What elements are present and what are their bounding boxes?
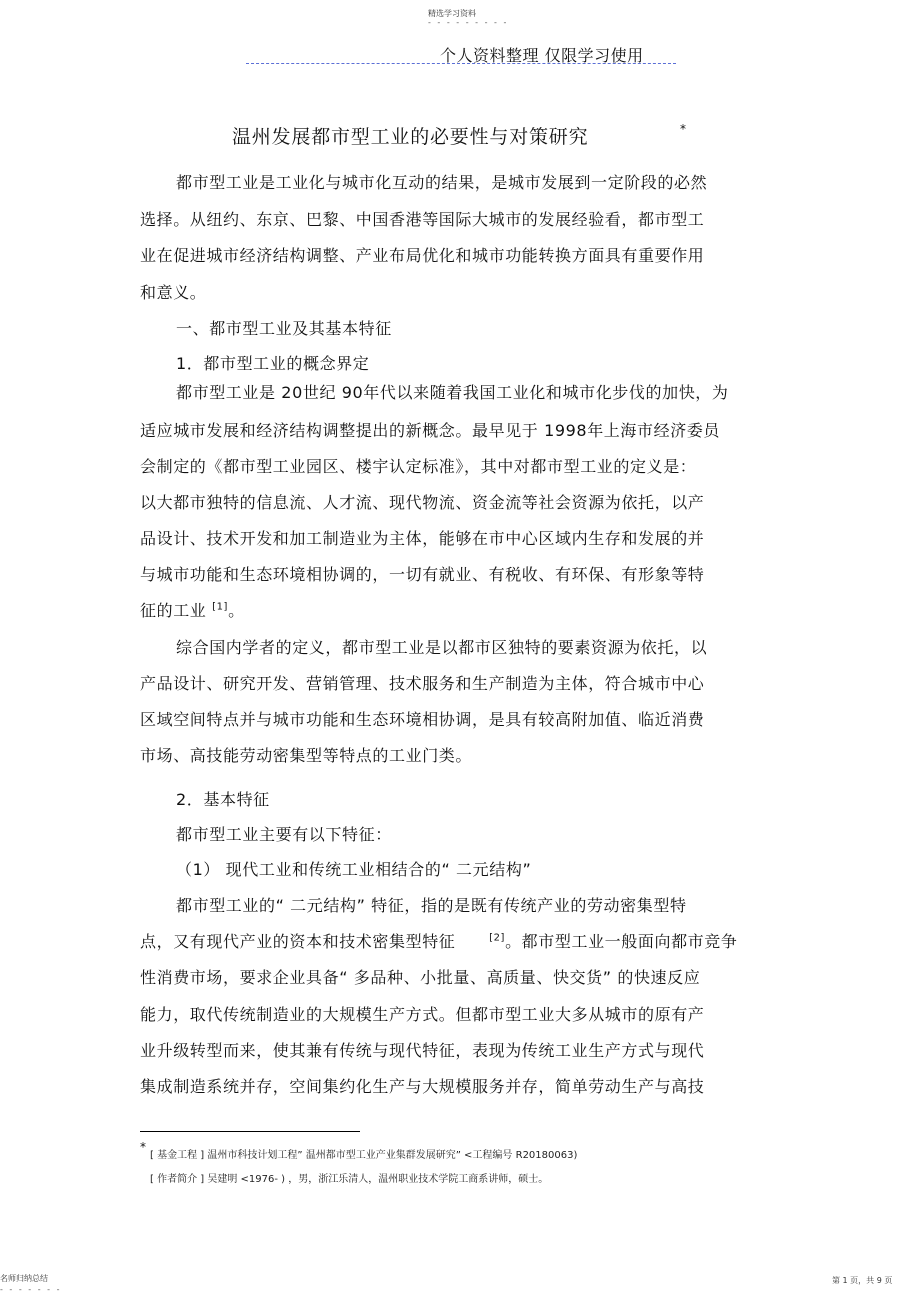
text-line: 集成制造系统并存，空间集约化生产与大规模服务并存，简单劳动生产与高技 — [140, 1077, 705, 1096]
bottom-dots: - - - - - - - — [0, 1285, 62, 1294]
section-heading: 一、都市型工业及其基本特征 — [176, 319, 392, 338]
header-divider — [246, 63, 676, 64]
text-line: 都市型工业是工业化与城市化互动的结果，是城市发展到一定阶段的必然 — [176, 173, 708, 192]
top-label: 精选学习资料 — [428, 9, 476, 18]
text-line: 与城市功能和生态环境相协调的，一切有就业、有税收、有环保、有形象等特 — [140, 565, 705, 584]
footnote-divider — [140, 1131, 360, 1132]
text-span: 征的工业 — [140, 601, 207, 620]
top-dots: - - - - - - - - - — [428, 18, 509, 27]
citation-ref: [2] — [489, 932, 506, 944]
subsection-heading: 1．都市型工业的概念界定 — [176, 354, 370, 373]
text-span: 。 — [228, 601, 245, 620]
subsection-heading: 2．基本特征 — [176, 790, 270, 809]
text-line: 产品设计、研究开发、营销管理、技术服务和生产制造为主体，符合城市中心 — [140, 674, 705, 693]
bottom-left-label: 名师归纳总结 — [0, 1274, 48, 1283]
list-heading: （1） 现代工业和传统工业相结合的“ 二元结构” — [176, 860, 532, 879]
text-line: 选择。从纽约、东京、巴黎、中国香港等国际大城市的发展经验看，都市型工 — [140, 210, 705, 229]
footnote-author: [ 作者简介 ] 吴建明 <1976- ) ，男，浙江乐清人，温州职业技术学院工商系讲师，硕士。 — [150, 1174, 549, 1185]
text-line — [140, 598, 245, 621]
text-line: 性消费市场，要求企业具备“ 多品种、小批量、高质量、快交货” 的快速反应 — [140, 968, 701, 987]
text-line: 以大都市独特的信息流、人才流、现代物流、资金流等社会资源为依托，以产 — [140, 493, 705, 512]
citation-ref: [1] — [212, 601, 229, 613]
text-line: 综合国内学者的定义，都市型工业是以都市区独特的要素资源为依托，以 — [176, 638, 708, 657]
header-note: 个人资料整理 仅限学习使用 — [440, 46, 644, 65]
page-number: 第 1 页，共 9 页 — [832, 1276, 893, 1285]
footnote-funding: [ 基金工程 ] 温州市科技计划工程” 温州都市型工业产业集群发展研究” <工程编号 R20180063) — [150, 1150, 578, 1161]
text-line: 和意义。 — [140, 283, 207, 302]
text-span: 点，又有现代产业的资本和技术密集型特征 — [140, 932, 456, 951]
text-line: 业升级转型而来，使其兼有传统与现代特征，表现为传统工业生产方式与现代 — [140, 1041, 705, 1060]
text-line: 能力，取代传统制造业的大规模生产方式。但都市型工业大多从城市的原有产 — [140, 1005, 705, 1024]
text-line: 都市型工业主要有以下特征： — [176, 825, 392, 844]
text-line: 适应城市发展和经济结构调整提出的新概念。最早见于 1998年上海市经济委员 — [140, 421, 721, 440]
text-line: 会制定的《都市型工业园区、楼宇认定标准》，其中对都市型工业的定义是： — [140, 457, 697, 476]
text-line: 区域空间特点并与城市功能和生态环境相协调，是具有较高附加值、临近消费 — [140, 710, 705, 729]
text-line: 都市型工业是 20世纪 90年代以来随着我国工业化和城市化步伐的加快，为 — [176, 383, 729, 402]
title-footnote-mark: * — [680, 122, 686, 136]
text-line: 都市型工业的“ 二元结构” 特征，指的是既有传统产业的劳动密集型特 — [176, 896, 687, 915]
page-title: 温州发展都市型工业的必要性与对策研究 — [232, 126, 589, 148]
text-span: 。都市型工业一般面向都市竞争 — [505, 932, 738, 951]
text-line — [140, 929, 737, 952]
text-line: 品设计、技术开发和加工制造业为主体，能够在市中心区域内生存和发展的并 — [140, 529, 705, 548]
footnote-mark: * — [140, 1140, 146, 1154]
text-line: 市场、高技能劳动密集型等特点的工业门类。 — [140, 746, 473, 765]
text-line: 业在促进城市经济结构调整、产业布局优化和城市功能转换方面具有重要作用 — [140, 246, 705, 265]
